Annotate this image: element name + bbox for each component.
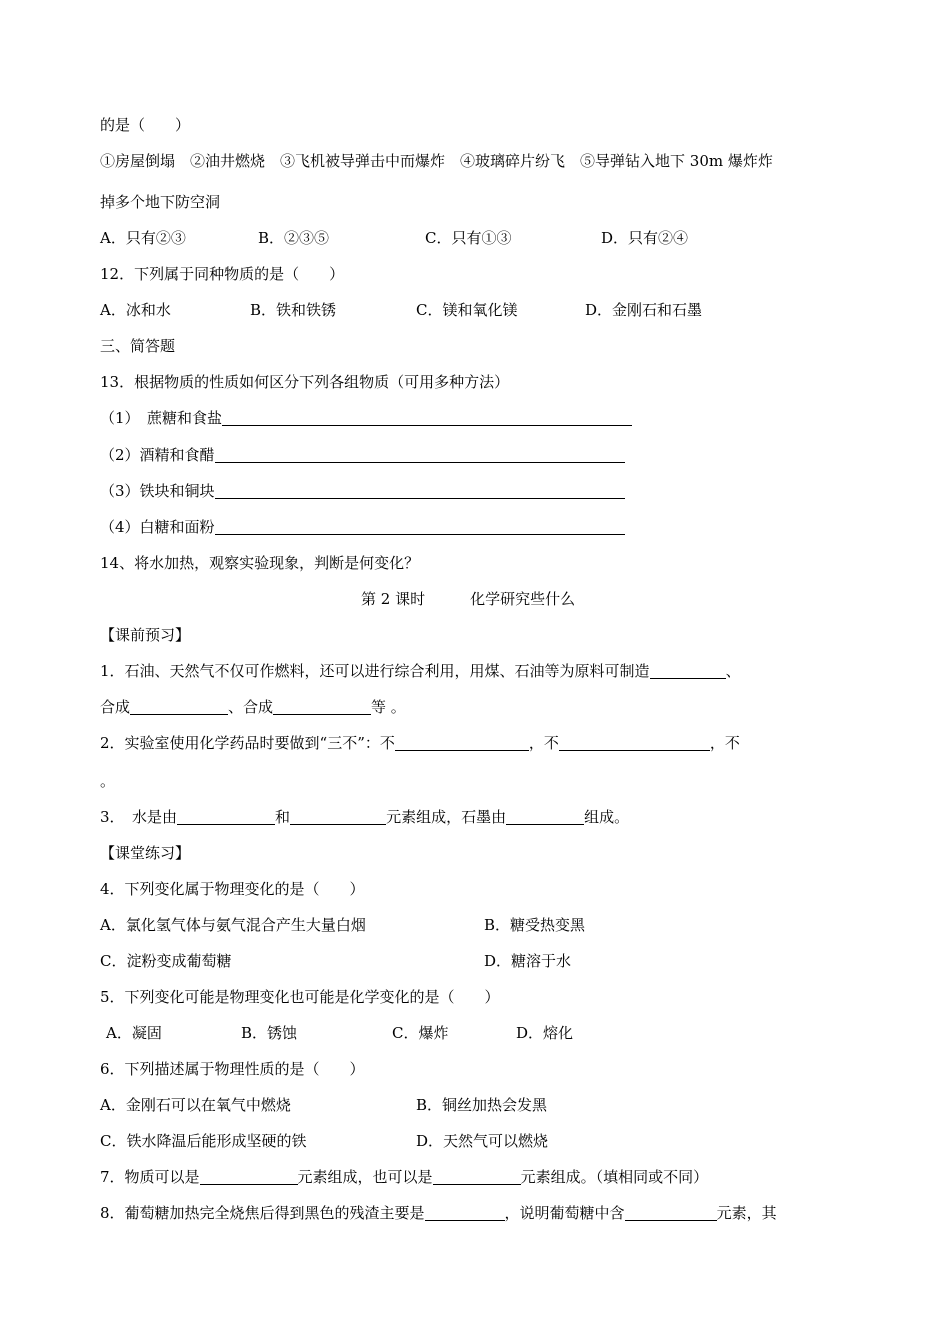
answer-blank [215, 482, 625, 499]
answer-blank [425, 1204, 505, 1221]
p1-line-2 [100, 697, 406, 717]
c6-option-b: B．铜丝加热会发黑 [416, 1096, 548, 1114]
answer-blank [215, 518, 625, 535]
c7-text: 7．物质可以是 [100, 1168, 200, 1186]
q13-item-4 [100, 517, 625, 537]
q13-item-4-label: （4）白糖和面粉 [100, 518, 215, 536]
c4-options-row-2 [100, 951, 860, 971]
answer-blank [506, 808, 584, 825]
q13-item-2-label: （2）酒精和食醋 [100, 446, 215, 464]
practice-header: 【课堂练习】 [100, 844, 191, 862]
q13-item-1-label: （1） 蔗糖和食盐 [100, 409, 223, 427]
c6-options-row-2 [100, 1131, 860, 1151]
q11-options [100, 228, 860, 248]
p1-text: 1．石油、天然气不仅可作燃料，还可以进行综合利用，用煤、石油等为原料可制造 [100, 662, 650, 680]
answer-blank [625, 1204, 717, 1221]
answer-blank [222, 409, 632, 426]
p2-text: ，不 [709, 734, 740, 752]
q11-stem-tail: 的是（ ） [100, 116, 191, 134]
c5-stem: 5．下列变化可能是物理变化也可能是化学变化的是（ ） [100, 988, 500, 1006]
p1-line-1 [100, 661, 741, 681]
q13-item-1 [100, 408, 632, 428]
c6-option-a: A．金刚石可以在氧气中燃烧 [100, 1096, 291, 1114]
c8-text: 元素，其 [716, 1204, 777, 1222]
c7-text: 元素组成，也可以是 [297, 1168, 433, 1186]
q12-option-c: C．镁和氧化镁 [416, 301, 518, 319]
q12-option-a: A．冰和水 [100, 301, 171, 319]
p3-text: 和 [275, 808, 291, 826]
q12-option-d: D．金刚石和石墨 [585, 301, 703, 319]
q13-item-2 [100, 445, 625, 465]
c8-line [100, 1203, 777, 1223]
q11-option-c: C．只有①③ [425, 229, 512, 247]
c8-text: ，说明葡萄糖中含 [504, 1204, 625, 1222]
c4-option-a: A．氯化氢气体与氨气混合产生大量白烟 [100, 916, 366, 934]
answer-blank [215, 446, 625, 463]
p2-text: 2．实验室使用化学药品时要做到“三不”：不 [100, 734, 395, 752]
section-heading: 三、简答题 [100, 337, 176, 355]
answer-blank [273, 698, 371, 715]
p3-line [100, 807, 629, 827]
p2-line-1 [100, 733, 740, 753]
q11-items-continued: 掉多个地下防空洞 [100, 193, 221, 211]
answer-blank [559, 734, 710, 751]
p2-text: ，不 [528, 734, 559, 752]
q12-option-b: B．铁和铁锈 [250, 301, 337, 319]
q14-stem: 14、将水加热，观察实验现象，判断是何变化？ [100, 554, 420, 572]
answer-blank [130, 698, 228, 715]
q13-item-3-label: （3）铁块和铜块 [100, 482, 215, 500]
p1-text: 、合成 [228, 698, 274, 716]
c5-option-c: C．爆炸 [392, 1024, 449, 1042]
p1-text: 合成 [100, 698, 131, 716]
c6-stem: 6．下列描述属于物理性质的是（ ） [100, 1060, 365, 1078]
c8-text: 8．葡萄糖加热完全烧焦后得到黑色的残渣主要是 [100, 1204, 425, 1222]
answer-blank [290, 808, 386, 825]
answer-blank [433, 1168, 521, 1185]
c7-line [100, 1167, 708, 1187]
c5-options [100, 1023, 860, 1043]
c5-option-d: D．熔化 [516, 1024, 574, 1042]
q13-item-3 [100, 481, 625, 501]
c6-options-row-1 [100, 1095, 860, 1115]
q12-stem: 12．下列属于同种物质的是（ ） [100, 265, 345, 283]
q11-items: ①房屋倒塌 ②油井燃烧 ③飞机被导弹击中而爆炸 ④玻璃碎片纷飞 ⑤导弹钻入地下 30m 爆炸炸 [100, 152, 773, 170]
q11-option-b: B．②③⑤ [258, 229, 330, 247]
q13-stem: 13．根据物质的性质如何区分下列各组物质（可用多种方法） [100, 373, 510, 391]
q12-options [100, 300, 860, 320]
p1-text: 等 。 [371, 698, 406, 716]
p1-text-end: 、 [725, 662, 741, 680]
q11-option-a: A．只有②③ [100, 229, 186, 247]
c4-option-d: D．糖溶于水 [484, 952, 572, 970]
answer-blank [650, 662, 726, 679]
p3-text: 元素组成，石墨由 [386, 808, 507, 826]
c4-option-b: B．糖受热变黑 [484, 916, 586, 934]
p3-text: 组成。 [584, 808, 630, 826]
answer-blank [177, 808, 275, 825]
p2-line-2: 。 [100, 772, 116, 790]
answer-blank [200, 1168, 298, 1185]
lesson-title: 第 2 课时 化学研究些什么 [361, 590, 576, 608]
answer-blank [395, 734, 529, 751]
c7-text: 元素组成。（填相同或不同） [520, 1168, 709, 1186]
c4-option-c: C．淀粉变成葡萄糖 [100, 952, 232, 970]
c5-option-b: B．锈蚀 [241, 1024, 298, 1042]
c4-stem: 4．下列变化属于物理变化的是（ ） [100, 880, 365, 898]
p3-text: 3． 水是由 [100, 808, 178, 826]
c4-options-row-1 [100, 915, 860, 935]
c6-option-d: D．天然气可以燃烧 [416, 1132, 549, 1150]
c6-option-c: C．铁水降温后能形成坚硬的铁 [100, 1132, 307, 1150]
q11-option-d: D．只有②④ [601, 229, 689, 247]
preview-header: 【课前预习】 [100, 626, 191, 644]
c5-option-a: A．凝固 [106, 1024, 162, 1042]
